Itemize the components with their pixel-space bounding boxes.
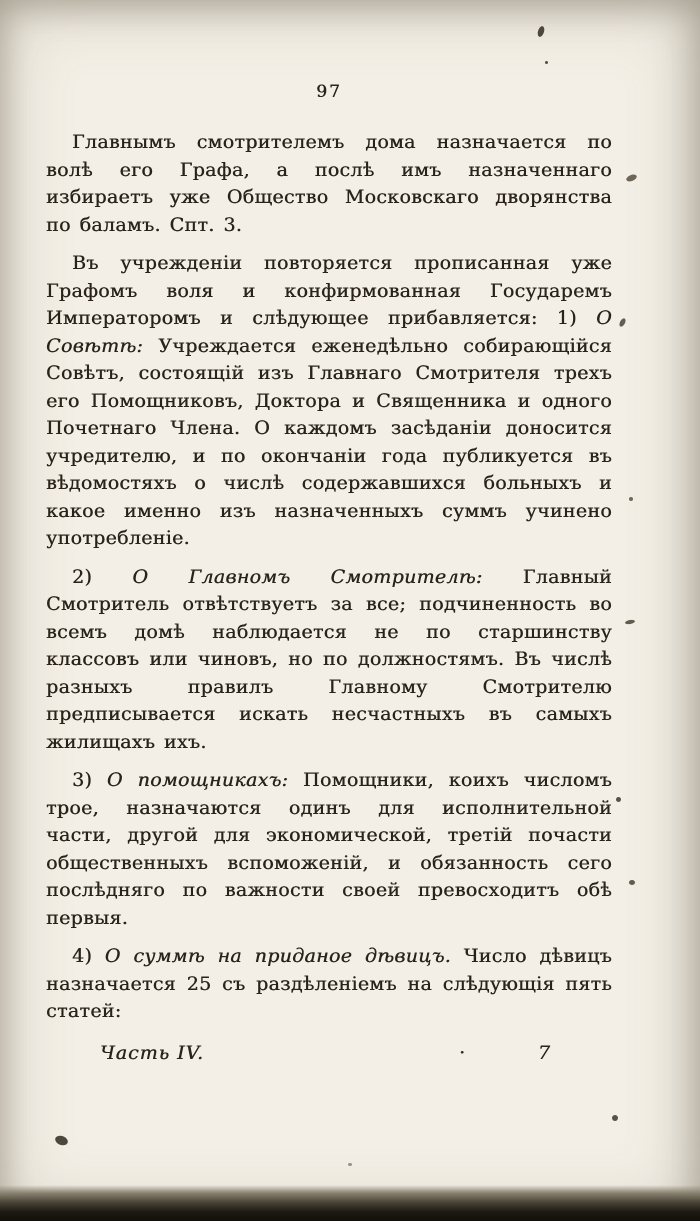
page-content bbox=[46, 82, 612, 1072]
scan-speckle bbox=[54, 1134, 69, 1147]
page-footer bbox=[46, 1042, 612, 1072]
scan-speckle bbox=[625, 173, 637, 183]
scan-speckle bbox=[618, 317, 627, 327]
body-text bbox=[46, 129, 612, 1026]
paragraph-text: Помощники, коихъ числомъ трое, назначаются одинъ для исполнительной части, другой для экономической, третій почасти общественныхъ вспоможеній, и обязанность сего послѣдняго по важности своей превосходитъ обѣ первыя. bbox=[46, 769, 612, 929]
paragraph-text: Главнымъ смотрителемъ дома назначается по волѣ его Графа, а послѣ имъ назначеннаго избираетъ уже Общество Московскаго дворянства по баламъ. Спт. 3. bbox=[46, 131, 612, 236]
scan-bottom-shadow bbox=[0, 1185, 700, 1221]
scan-speckle bbox=[536, 25, 545, 37]
footer-dot: · bbox=[459, 1041, 466, 1064]
paragraph-text: 2) bbox=[72, 565, 133, 588]
paragraph-text: Въ учрежденіи повторяется прописанная уже Графомъ воля и конфирмованная Государемъ Императоромъ и слѣдующее прибавляется: 1) bbox=[46, 252, 612, 329]
paragraph-text: 4) bbox=[72, 945, 105, 967]
paragraph-text: 3) bbox=[72, 769, 107, 791]
paragraph-heading-italic: О Главномъ Смотрителѣ: bbox=[132, 565, 483, 588]
paragraph bbox=[46, 250, 612, 553]
footer-part-label: Часть IV. bbox=[100, 1041, 204, 1064]
scan-speckle bbox=[348, 1163, 352, 1166]
scan-speckle bbox=[629, 880, 635, 885]
paragraph bbox=[46, 767, 612, 932]
paragraph-heading-italic: О помощникахъ: bbox=[106, 769, 289, 791]
paragraph-heading-italic: О Совѣтѣ: bbox=[46, 307, 612, 357]
paragraph bbox=[46, 943, 612, 1026]
paragraph-text: Число дѣвицъ назначается 25 съ раздѣленіемъ на слѣдующія пять статей: bbox=[46, 945, 612, 1022]
page-number: 97 bbox=[316, 82, 342, 102]
scan-speckle bbox=[625, 619, 636, 625]
scan-speckle bbox=[612, 1115, 618, 1121]
paragraph bbox=[46, 564, 612, 757]
paragraph bbox=[46, 129, 612, 239]
scan-speckle bbox=[545, 61, 548, 64]
scan-speckle bbox=[629, 497, 633, 501]
paragraph-text: Учреждается еженедѣльно собирающійся Совѣтъ, состоящій изъ Главнаго Смотрителя трехъ его Помощниковъ, Доктора и Священника и одного Почетнаго Члена. О каждомъ засѣданіи доносится учредителю, и по окончаніи года публикуется въ вѣдомостяхъ о числѣ содержавшихся больныхъ и какое именно изъ назначенныхъ суммъ учинено употребленіе. bbox=[46, 334, 612, 549]
scan-speckle bbox=[616, 797, 621, 802]
paragraph-heading-italic: О суммѣ на приданое дѣвицъ. bbox=[104, 945, 451, 967]
footer-signature-number: 7 bbox=[537, 1041, 550, 1064]
paragraph-text: Главный Смотритель отвѣтствуетъ за все; подчиненность во всемъ домѣ наблюдается не по старшинству классовъ или чиновъ, но по должностямъ. Въ числѣ разныхъ правилъ Главному Смотрителю предписывается искать несчастныхъ въ самыхъ жилищахъ ихъ. bbox=[46, 565, 612, 753]
